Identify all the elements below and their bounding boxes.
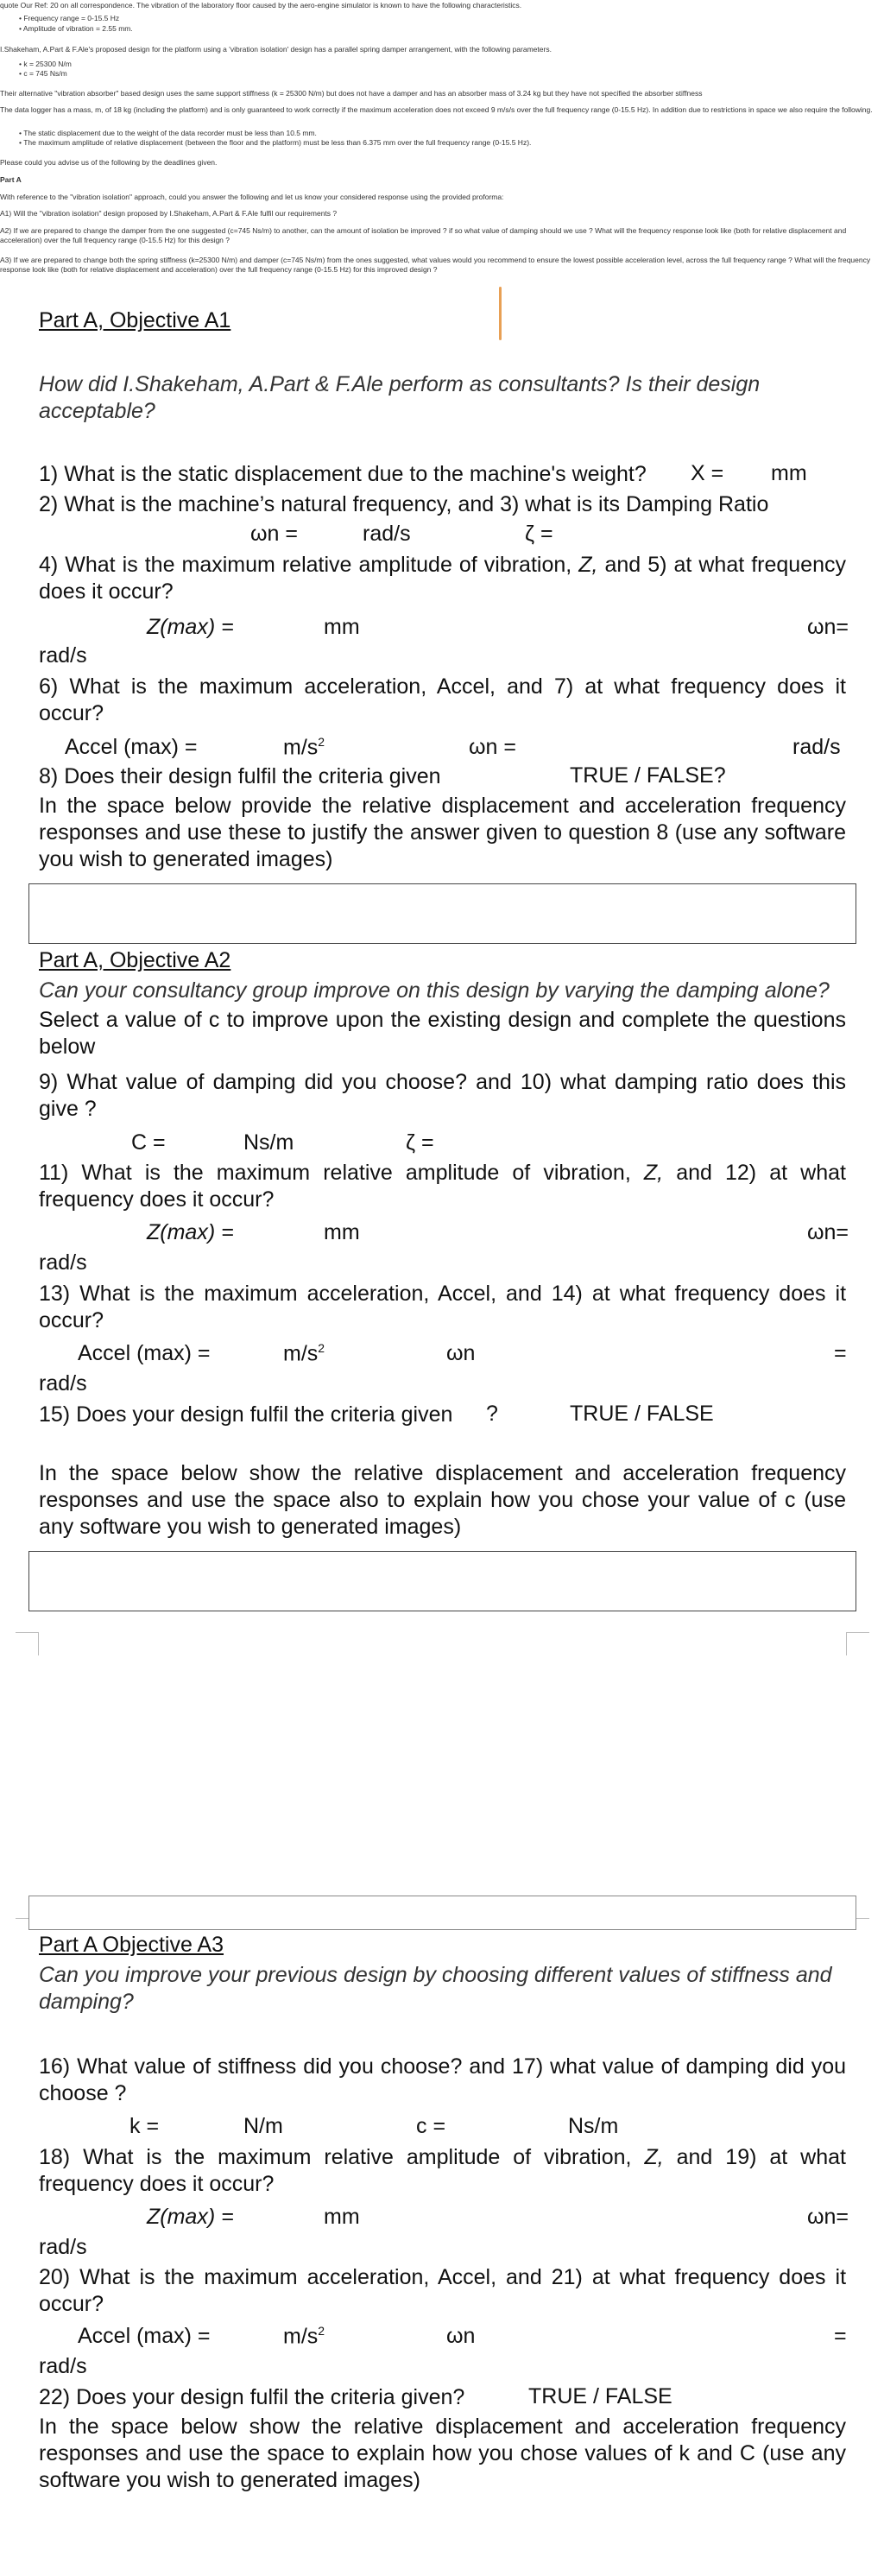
header-bullet: • k = 25300 N/m xyxy=(19,60,72,68)
wn2-label: ωn= xyxy=(807,615,849,639)
wn-label: ωn = xyxy=(250,522,298,546)
header-proposed: I.Shakeham, A.Part & F.Ale's proposed design for the platform using a 'vibration isolation' design has a parallel spring damper arrangement, with the following parameters. xyxy=(0,45,552,54)
zmax-label: Z(max) = xyxy=(147,1220,234,1244)
accel-label: Accel (max) = xyxy=(65,735,198,759)
zmax-unit: mm xyxy=(324,1220,360,1244)
header-bullet: • The static displacement due to the weight of the data recorder must be less than 10.5 mm. xyxy=(19,129,317,137)
a2-instructions: In the space below show the relative displacement and acceleration frequency responses and use the space also to explain how you chose your value of c (use any software you wish to generated images) xyxy=(39,1461,846,1539)
wn2-unit: rad/s xyxy=(39,1371,87,1396)
page-corner-mark xyxy=(846,1632,869,1655)
wn-unit: rad/s xyxy=(39,1250,87,1275)
question-2-3: 2) What is the machine’s natural frequency, and 3) what is its Damping Ratio xyxy=(39,492,769,516)
wn-unit: rad/s xyxy=(363,522,411,546)
zmax-label: Z(max) = xyxy=(147,615,234,639)
wn2-unit: rad/s xyxy=(39,2354,87,2378)
question-13-14: 13) What is the maximum acceleration, Accel, and 14) at what frequency does it occur? xyxy=(39,1282,847,1332)
accel-label: Accel (max) = xyxy=(78,1341,211,1365)
wn2-eq: = xyxy=(834,1341,847,1365)
accel-unit: $m/s^2$ xyxy=(283,735,325,760)
wn2-label: ωn xyxy=(446,1341,476,1365)
accel-unit: $m/s^2$ xyxy=(283,2324,325,2349)
header-bullet: • c = 745 Ns/m xyxy=(19,69,67,78)
wn2-eq: = xyxy=(834,2324,847,2348)
accel-unit: $m/s^2$ xyxy=(283,1341,325,1366)
a3-instructions: In the space below show the relative displacement and acceleration frequency responses and use the space to explain how you chose values of k and C (use any software you wish to generated images) xyxy=(39,2415,846,2492)
header-a1: A1) Will the "vibration isolation" design proposed by I.Shakeham, A.Part & F.Ale fulfil our requirements ? xyxy=(0,209,338,218)
header-alternative: Their alternative "vibration absorber" based design uses the same support stiffness (k = 25300 N/m) but does not have a damper and has an absorber mass of 3.24 kg but they have not specified the absorber stiffness xyxy=(0,89,703,98)
question-8: 8) Does their design fulfil the criteria given xyxy=(39,764,441,788)
wn2-label: ωn xyxy=(446,2324,476,2348)
accel-label: Accel (max) = xyxy=(78,2324,211,2348)
zmax-unit: mm xyxy=(324,2205,360,2229)
x-label: X = xyxy=(691,461,724,485)
question-4-5: 4) What is the maximum relative amplitude of vibration, Z, and 5) at what frequency does it occur? xyxy=(39,553,846,604)
a1-prompt: How did I.Shakeham, A.Part & F.Ale perform as consultants? Is their design acceptable? xyxy=(39,372,761,423)
q22-choice[interactable]: TRUE / FALSE xyxy=(528,2384,672,2408)
zmax-label: Z(max) = xyxy=(147,2205,234,2229)
q15-mark: ? xyxy=(486,1402,498,1426)
question-20-21: 20) What is the maximum acceleration, Accel, and 21) at what frequency does it occur? xyxy=(39,2265,847,2316)
a1-response-box[interactable] xyxy=(28,883,856,944)
k-unit: N/m xyxy=(243,2114,283,2138)
header-a3: A3) If we are prepared to change both the spring stiffness (k=25300 N/m) and damper (c=745 Ns/m) from the ones suggested, what values would you recommend to ensure the lowest possible acceleration level, across the full frequency range ? What will the frequency response look like (both for relative displacement and acceleration) over the full frequency range (0-15.5 Hz) for this improved design ? xyxy=(0,256,871,274)
header-part: Part A xyxy=(0,175,22,184)
question-15: 15) Does your design fulfil the criteria given xyxy=(39,1402,453,1427)
c-unit: Ns/m xyxy=(568,2114,619,2138)
question-18-19: 18) What is the maximum relative amplitude of vibration, Z, and 19) at what frequency does it occur? xyxy=(39,2145,846,2196)
c-label: C = xyxy=(131,1130,166,1155)
a2-prompt: Can your consultancy group improve on this design by varying the damping alone? xyxy=(39,978,830,1003)
wn-unit: rad/s xyxy=(39,2235,87,2259)
zeta-label: ζ = xyxy=(406,1130,434,1155)
q15-choice[interactable]: TRUE / FALSE xyxy=(570,1402,714,1426)
a1-instructions: In the space below provide the relative displacement and acceleration frequency responses and use these to justify the answer given to question 8 (use any software you wish to generated images) xyxy=(39,794,846,871)
question-11-12: 11) What is the maximum relative amplitude of vibration, Z, and 12) at what frequency does it occur? xyxy=(39,1161,846,1212)
wn3-label: ωn = xyxy=(469,735,516,759)
question-16-17: 16) What value of stiffness did you choose? and 17) what value of damping did you choose ? xyxy=(39,2054,847,2105)
a3-prompt: Can you improve your previous design by choosing different values of stiffness and damping? xyxy=(39,1963,832,2014)
header-logger: The data logger has a mass, m, of 18 kg (including the platform) and is only guaranteed to work correctly if the maximum acceleration does not exceed 9 m/s/s over the full frequency range (0-15.5 Hz). In addition due to restrictions in space we also require the following. xyxy=(0,105,873,114)
wn-label: ωn= xyxy=(807,2205,849,2229)
header-reference: With reference to the "vibration isolation" approach, could you answer the following and let us know your considered response using the provided proforma: xyxy=(0,193,504,201)
q8-choice[interactable]: TRUE / FALSE? xyxy=(570,763,726,788)
header-bullet: • Amplitude of vibration = 2.55 mm. xyxy=(19,24,133,33)
c-label: c = xyxy=(416,2114,446,2138)
question-1: 1) What is the static displacement due to the machine's weight? xyxy=(39,462,647,486)
a2-select: Select a value of c to improve upon the existing design and complete the questions below xyxy=(39,1008,846,1059)
a3-title: Part A Objective A3 xyxy=(39,1933,224,1957)
page-corner-mark xyxy=(16,1632,39,1655)
text-cursor xyxy=(499,287,502,340)
question-6-7: 6) What is the maximum acceleration, Accel, and 7) at what frequency does it occur? xyxy=(39,674,847,725)
a1-title: Part A, Objective A1 xyxy=(39,308,231,332)
header-intro: quote Our Ref: 20 on all correspondence. The vibration of the laboratory floor caused by the aero-engine simulator is known to have the following characteristics. xyxy=(0,1,522,9)
wn-label: ωn= xyxy=(807,1220,849,1244)
question-9-10: 9) What value of damping did you choose? and 10) what damping ratio does this give ? xyxy=(39,1070,847,1121)
x-unit: mm xyxy=(771,461,807,485)
zeta-label: ζ = xyxy=(525,522,553,546)
wn2-unit: rad/s xyxy=(39,643,87,668)
header-bullet: • The maximum amplitude of relative displacement (between the floor and the platform) must be less than 6.375 mm over the full frequency range (0-15.5 Hz). xyxy=(19,138,532,147)
wn3-unit: rad/s xyxy=(792,735,841,759)
header-bullet: • Frequency range = 0-15.5 Hz xyxy=(19,14,120,22)
a3-top-box[interactable] xyxy=(28,1896,856,1930)
a2-response-box[interactable] xyxy=(28,1551,856,1611)
c-unit: Ns/m xyxy=(243,1130,294,1155)
a2-title: Part A, Objective A2 xyxy=(39,948,231,972)
k-label: k = xyxy=(129,2114,160,2138)
header-please: Please could you advise us of the following by the deadlines given. xyxy=(0,158,218,167)
zmax-unit: mm xyxy=(324,615,360,639)
question-22: 22) Does your design fulfil the criteria given? xyxy=(39,2385,465,2409)
header-a2: A2) If we are prepared to change the damper from the one suggested (c=745 Ns/m) to another, can the amount of isolation be improved ? if so what value of damping should we use ? What will the frequency response look like (both for relative displacement and acceleration) over the full frequency range (0-15.5 Hz) for this design ? xyxy=(0,226,847,244)
